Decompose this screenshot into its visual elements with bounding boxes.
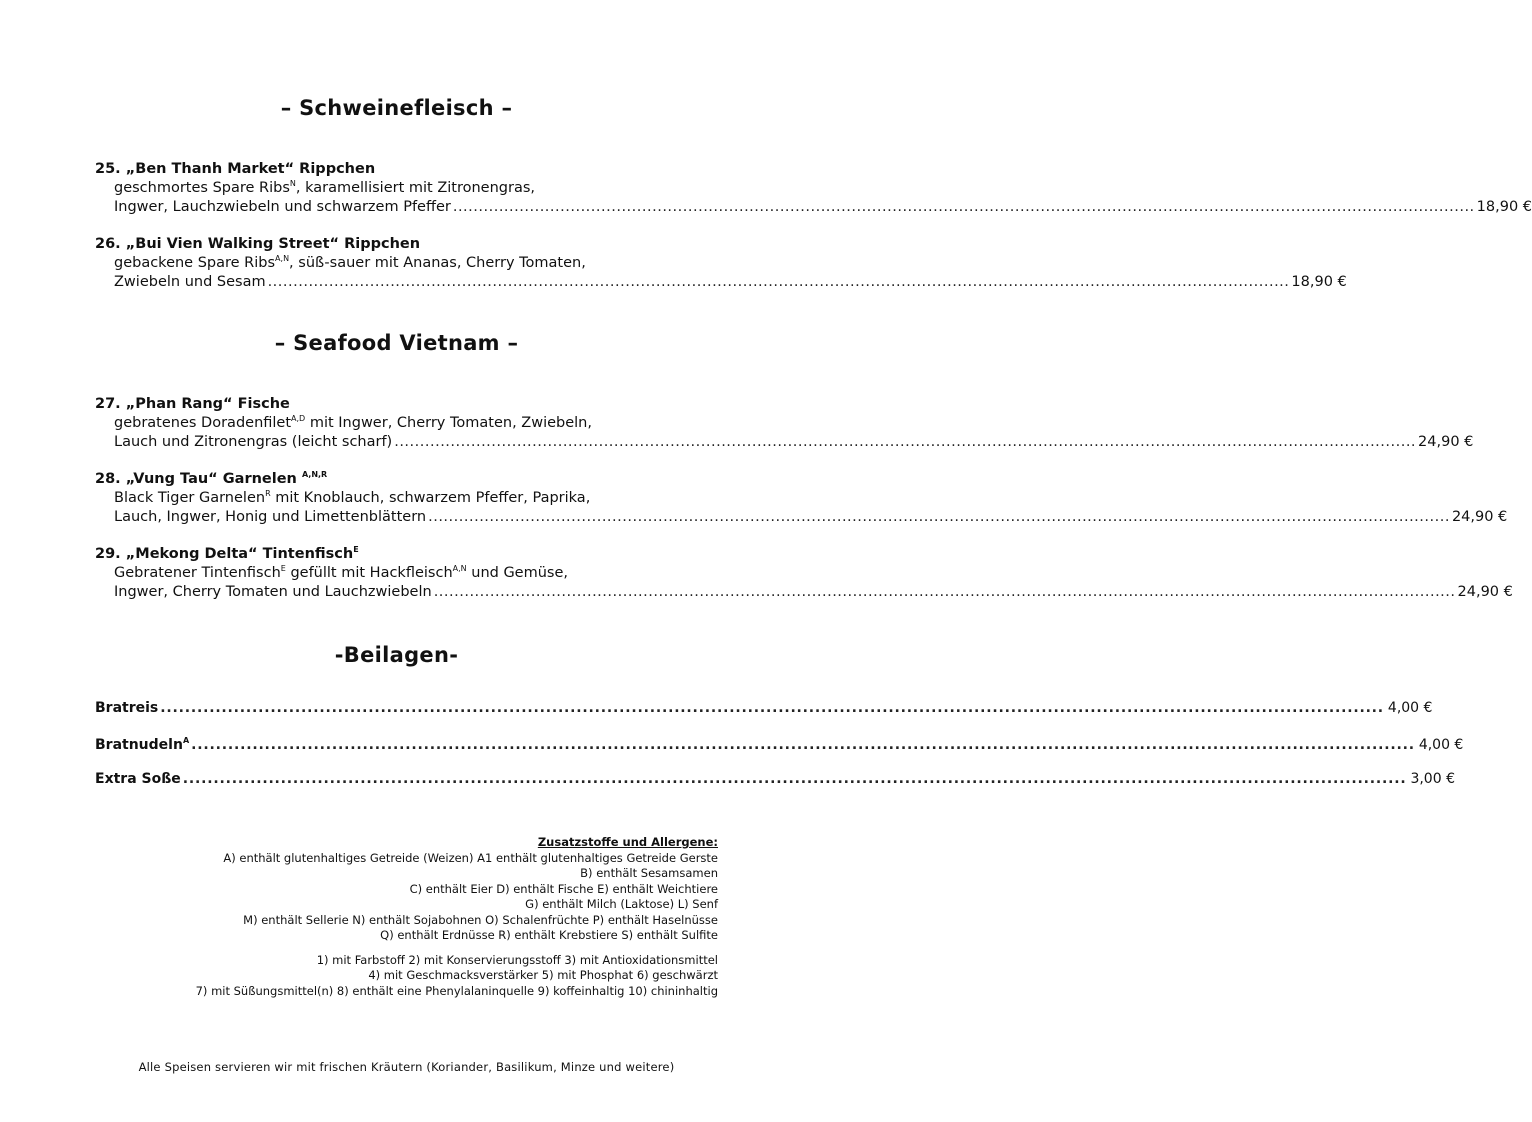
allergen-line: Q) enthält Erdnüsse R) enthält Krebstiere S) enthält Sulfite bbox=[380, 928, 718, 942]
dish-price: 24,90 € bbox=[1418, 434, 1474, 450]
dish-item bbox=[95, 395, 1474, 452]
dish-description-line: Ingwer, Lauchzwiebeln und schwarzem Pfeffer bbox=[114, 199, 451, 215]
dish-title: 29. „Mekong Delta“ Tintenfisch$^E$ bbox=[95, 545, 359, 562]
dish-price: 18,90 € bbox=[1476, 199, 1532, 215]
dish-item bbox=[95, 470, 1508, 527]
dot-leader: ........................................................................................................................................................................................................ bbox=[160, 700, 1384, 716]
dish-item bbox=[95, 235, 1347, 292]
dish-price-line bbox=[95, 273, 1347, 292]
side-price: 3,00 € bbox=[1410, 771, 1455, 787]
dot-leader: ........................................................................................................................................................................................................ bbox=[182, 771, 1407, 787]
allergen-line: A) enthält glutenhaltiges Getreide (Weizen) A1 enthält glutenhaltiges Getreide Gerste bbox=[223, 850, 718, 865]
side-price: 4,00 € bbox=[1387, 700, 1433, 716]
dish-description-line: gebratenes Doradenfilet$^{A,D}$ mit Ingwer, Cherry Tomaten, Zwiebeln, bbox=[114, 414, 592, 431]
dish-item bbox=[95, 160, 1532, 217]
dish-title: 27. „Phan Rang“ Fische bbox=[95, 396, 290, 412]
additive-line: 4) mit Geschmacksverstärker 5) mit Phosphat 6) geschwärzt bbox=[368, 968, 718, 982]
dish-title: 25. „Ben Thanh Market“ Rippchen bbox=[95, 161, 376, 177]
dot-leader: ........................................................................................................................................................................................................ bbox=[433, 584, 1456, 600]
section-title-pork: – Schweinefleisch – bbox=[280, 96, 513, 120]
footer-note: Alle Speisen servieren wir mit frischen Kräutern (Koriander, Basilikum, Minze und weitere) bbox=[138, 1060, 675, 1074]
allergen-line: M) enthält Sellerie N) enthält Sojabohnen O) Schalenfrüchte P) enthält Haselnüsse bbox=[243, 912, 718, 927]
additive-line: 1) mit Farbstoff 2) mit Konservierungsstoff 3) mit Antioxidationsmittel bbox=[316, 952, 718, 967]
dish-price: 24,90 € bbox=[1451, 509, 1508, 525]
dish-description-line: gebackene Spare Ribs$^{A,N}$, süß-sauer mit Ananas, Cherry Tomaten, bbox=[114, 254, 586, 271]
dish-description-line: Lauch, Ingwer, Honig und Limettenblättern bbox=[114, 509, 427, 525]
side-item bbox=[95, 700, 1433, 716]
dish-title: 28. „Vung Tau“ Garnelen $^{A,N,R}$ bbox=[95, 470, 328, 487]
dot-leader: ........................................................................................................................................................................................................ bbox=[428, 509, 1450, 525]
allergen-heading: Zusatzstoffe und Allergene: bbox=[537, 835, 718, 849]
dish-price-line bbox=[95, 198, 1532, 217]
dish-price-line bbox=[95, 433, 1474, 452]
dish-price: 18,90 € bbox=[1291, 274, 1347, 290]
dish-description-line: Lauch und Zitronengras (leicht scharf) bbox=[114, 434, 393, 450]
allergen-line: G) enthält Milch (Laktose) L) Senf bbox=[525, 897, 718, 911]
dish-price-line bbox=[95, 508, 1508, 527]
allergen-legend bbox=[78, 835, 718, 999]
allergen-line: C) enthält Eier D) enthält Fische E) enthält Weichtiere bbox=[409, 881, 718, 896]
side-item bbox=[95, 771, 1455, 787]
side-name: Bratnudeln$^A$ bbox=[95, 736, 190, 753]
dish-description-line: geschmortes Spare Ribs$^N$, karamellisiert mit Zitronengras, bbox=[114, 179, 535, 196]
side-item bbox=[95, 736, 1464, 753]
dish-description-line: Ingwer, Cherry Tomaten und Lauchzwiebeln bbox=[114, 584, 432, 600]
side-name: Bratreis bbox=[95, 700, 159, 716]
dish-description-line: Gebratener Tintenfisch$^E$ gefüllt mit Hackfleisch$^{A,N}$ und Gemüse, bbox=[114, 564, 568, 581]
section-title-sides: -Beilagen- bbox=[334, 643, 459, 667]
dish-item bbox=[95, 545, 1513, 602]
dish-price-line bbox=[95, 583, 1513, 602]
spacer bbox=[78, 944, 718, 953]
side-price: 4,00 € bbox=[1418, 737, 1464, 753]
dish-description-line: Zwiebeln und Sesam bbox=[114, 274, 266, 290]
dish-price: 24,90 € bbox=[1457, 584, 1513, 600]
section-title-seafood: – Seafood Vietnam – bbox=[274, 331, 519, 355]
dot-leader: ........................................................................................................................................................................................................ bbox=[267, 274, 1290, 290]
side-name: Extra Soße bbox=[95, 771, 181, 787]
dish-description-line: Black Tiger Garnelen$^R$ mit Knoblauch, schwarzem Pfeffer, Paprika, bbox=[114, 489, 591, 506]
dot-leader: ........................................................................................................................................................................................................ bbox=[191, 737, 1415, 753]
additive-line: 7) mit Süßungsmittel(n) 8) enthält eine Phenylalaninquelle 9) koffeinhaltig 10) chininhaltig bbox=[195, 983, 718, 998]
allergen-line: B) enthält Sesamsamen bbox=[580, 866, 718, 880]
dot-leader: ........................................................................................................................................................................................................ bbox=[394, 434, 1417, 450]
dot-leader: ........................................................................................................................................................................................................ bbox=[452, 199, 1475, 215]
dish-title: 26. „Bui Vien Walking Street“ Rippchen bbox=[95, 236, 421, 252]
